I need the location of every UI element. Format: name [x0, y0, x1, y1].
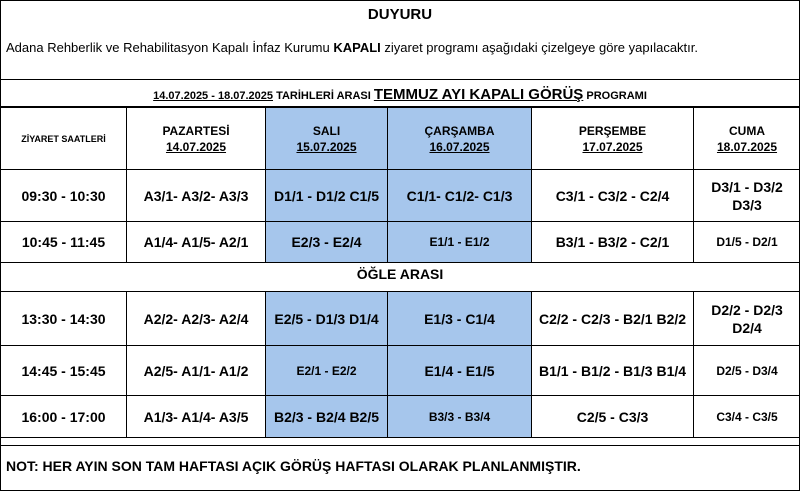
announcement-intro — [6, 40, 766, 56]
time-slot: 10:45 - 11:45 — [0, 221, 127, 263]
note-text: NOT: HER AYIN SON TAM HAFTASI AÇIK GÖRÜŞ HAFTASI OLARAK PLANLANMIŞTIR. — [6, 458, 581, 474]
day-header — [265, 107, 388, 170]
lunch-break-label: ÖĞLE ARASI — [356, 266, 444, 282]
time-slot: 14:45 - 15:45 — [0, 345, 127, 396]
time-slot: 09:30 - 10:30 — [0, 169, 127, 222]
visit-slot-cell: E2/5 - D1/3 D1/4 — [265, 291, 388, 346]
visit-slot-cell: C3/1 - C3/2 - C2/4 — [531, 169, 694, 222]
intro-bold-word: KAPALI — [333, 40, 381, 55]
day-header — [693, 107, 800, 170]
day-name: PAZARTESİ — [162, 123, 230, 138]
visit-slot-cell: A1/3- A1/4- A3/5 — [126, 395, 266, 438]
visit-slot-cell: A2/5- A1/1- A1/2 — [126, 345, 266, 396]
visit-slot-cell: D2/5 - D3/4 — [693, 345, 800, 396]
day-name: PERŞEMBE — [578, 123, 647, 138]
visit-slot-cell: D3/1 - D3/2 D3/3 — [693, 169, 800, 222]
intro-text-1: Adana Rehberlik ve Rehabilitasyon Kapalı İnfaz Kurumu — [6, 40, 334, 55]
divider-line — [0, 79, 800, 80]
day-date: 16.07.2025 — [429, 139, 490, 154]
visit-slot-cell: C3/4 - C3/5 — [693, 395, 800, 438]
day-name: ÇARŞAMBA — [424, 123, 495, 138]
visit-slot-cell: A1/4- A1/5- A2/1 — [126, 221, 266, 263]
visit-slot-cell: B1/1 - B1/2 - B1/3 B1/4 — [531, 345, 694, 396]
visit-slot-cell: E1/3 - C1/4 — [387, 291, 532, 346]
visit-slot-cell: C1/1- C1/2- C1/3 — [387, 169, 532, 222]
range-suffix: PROGRAMI — [583, 90, 647, 102]
day-date: 15.07.2025 — [296, 139, 357, 154]
visit-slot-cell: B3/3 - B3/4 — [387, 395, 532, 438]
visit-slot-cell: D2/2 - D2/3 D2/4 — [693, 291, 800, 346]
range-middle: TARİHLERİ ARASI — [273, 90, 374, 102]
day-name: SALI — [312, 123, 341, 138]
visit-slot-cell: C2/5 - C3/3 — [531, 395, 694, 438]
visit-slot-cell: D1/1 - D1/2 C1/5 — [265, 169, 388, 222]
intro-text-2: ziyaret programı aşağıdaki çizelgeye göre yapılacaktır. — [380, 40, 699, 55]
time-slot: 16:00 - 17:00 — [0, 395, 127, 438]
range-dates: 14.07.2025 - 18.07.2025 — [153, 90, 274, 102]
visit-slot-cell: D1/5 - D2/1 — [693, 221, 800, 263]
announcement-title: DUYURU — [367, 6, 433, 23]
visit-slot-cell: E2/1 - E2/2 — [265, 345, 388, 396]
time-column-header: ZİYARET SAATLERİ — [0, 107, 127, 170]
time-slot: 13:30 - 14:30 — [0, 291, 127, 346]
visit-slot-cell: B3/1 - B3/2 - C2/1 — [531, 221, 694, 263]
visit-slot-cell: E1/4 - E1/5 — [387, 345, 532, 396]
visit-slot-cell: A3/1- A3/2- A3/3 — [126, 169, 266, 222]
day-date: 14.07.2025 — [165, 139, 227, 154]
day-date: 17.07.2025 — [582, 139, 643, 154]
day-header — [387, 107, 532, 170]
program-title: TEMMUZ AYI KAPALI GÖRÜŞ — [373, 86, 584, 103]
program-range-line — [0, 86, 800, 103]
visit-slot-cell: E1/1 - E1/2 — [387, 221, 532, 263]
divider-line — [0, 445, 800, 446]
day-header — [126, 107, 266, 170]
day-name: CUMA — [729, 123, 765, 138]
visit-slot-cell: E2/3 - E2/4 — [265, 221, 388, 263]
day-date: 18.07.2025 — [716, 139, 778, 154]
visit-slot-cell: A2/2- A2/3- A2/4 — [126, 291, 266, 346]
day-header — [531, 107, 694, 170]
visit-slot-cell: C2/2 - C2/3 - B2/1 B2/2 — [531, 291, 694, 346]
visit-slot-cell: B2/3 - B2/4 B2/5 — [265, 395, 388, 438]
